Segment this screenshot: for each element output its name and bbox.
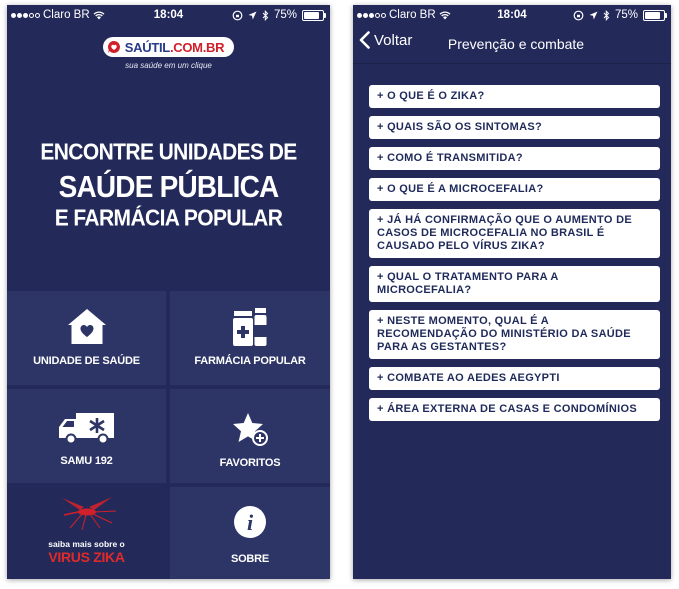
status-right [232,9,324,21]
rotation-lock-icon [232,10,243,21]
ambulance-icon [57,411,117,445]
logo-badge [103,37,234,57]
faq-item-zika[interactable]: + O QUE É O ZIKA? [369,85,660,108]
logo-name: SAÚTIL [124,39,170,55]
faq-list [369,85,660,429]
carrier-name-2: Claro BR [389,9,436,21]
bluetooth-icon [262,10,269,21]
medicine-bottles-icon [232,307,268,347]
faq-item-tratamento[interactable]: + QUAL O TRATAMENTO PARA A MICROCEFALIA? [369,266,660,302]
clock-2: 18:04 [497,9,527,21]
faq-item-gestantes[interactable]: + NESTE MOMENTO, QUAL É A RECOMENDAÇÃO DO MINISTÉRIO DA SAÚDE PARA AS GESTANTES? [369,310,660,359]
clock: 18:04 [153,9,184,21]
status-bar [7,5,330,25]
headline-line2: SAÚDE PÚBLICA [58,169,279,204]
faq-item-transmissao[interactable]: + COMO É TRANSMITIDA? [369,147,660,170]
battery-icon [302,10,324,21]
page-title: Prevenção e combate [447,36,585,52]
zika-subtitle: saiba mais sobre o [48,539,125,549]
tile-samu-192[interactable] [7,389,166,483]
heart-chat-icon [107,40,121,54]
tile-farmacia-label: FARMÁCIA POPULAR [194,355,306,367]
battery-icon [643,10,665,21]
status-right-2 [573,9,665,21]
status-bar-2 [353,5,671,25]
logo-tagline: sua saúde em um clique [125,61,212,70]
house-heart-icon [67,307,107,345]
logo-domain: .COM.BR [169,39,225,55]
headline-line1: ENCONTRE UNIDADES DE [40,139,297,166]
tile-favoritos[interactable] [170,389,330,483]
svg-text:i: i [246,510,254,535]
tile-sobre[interactable] [170,487,330,579]
tile-unidade-label: UNIDADE DE SAÚDE [33,355,140,367]
bluetooth-icon [603,10,610,21]
faq-screen [353,5,671,579]
tile-sobre-label: SOBRE [230,553,270,565]
back-label: Voltar [374,31,413,49]
mosquito-icon [56,495,118,531]
carrier-name: Claro BR [43,9,90,21]
app-logo [7,37,330,70]
faq-item-area-externa[interactable]: + ÁREA EXTERNA DE CASAS E CONDOMÍNIOS [369,398,660,421]
battery-percent: 75% [273,9,297,21]
tile-unidade-de-saude[interactable] [7,291,166,385]
faq-item-microcefalia[interactable]: + O QUE É A MICROCEFALIA? [369,178,660,201]
battery-percent-2: 75% [614,9,638,21]
star-plus-icon [231,411,269,449]
faq-item-confirmacao[interactable]: + JÁ HÁ CONFIRMAÇÃO QUE O AUMENTO DE CASOS DE MICROCEFALIA NO BRASIL É CAUSADO PELO VÍRUS ZIKA? [369,209,660,258]
tile-farmacia-popular[interactable] [170,291,330,385]
tile-favoritos-label: FAVORITOS [219,457,281,469]
location-icon [248,11,257,20]
faq-item-aedes[interactable]: + COMBATE AO AEDES AEGYPTI [369,367,660,390]
zika-title: VIRUS ZIKA [48,549,125,565]
location-icon [589,11,598,20]
tile-virus-zika[interactable] [7,487,166,579]
faq-item-sintomas[interactable]: + QUAIS SÃO OS SINTOMAS? [369,116,660,139]
info-icon [233,505,267,539]
headline [7,141,330,231]
rotation-lock-icon [573,10,584,21]
home-screen [7,5,330,579]
headline-line3: E FARMÁCIA POPULAR [54,205,283,232]
menu-grid [7,291,330,579]
tile-samu-label: SAMU 192 [60,455,113,467]
navigation-bar [353,25,671,64]
